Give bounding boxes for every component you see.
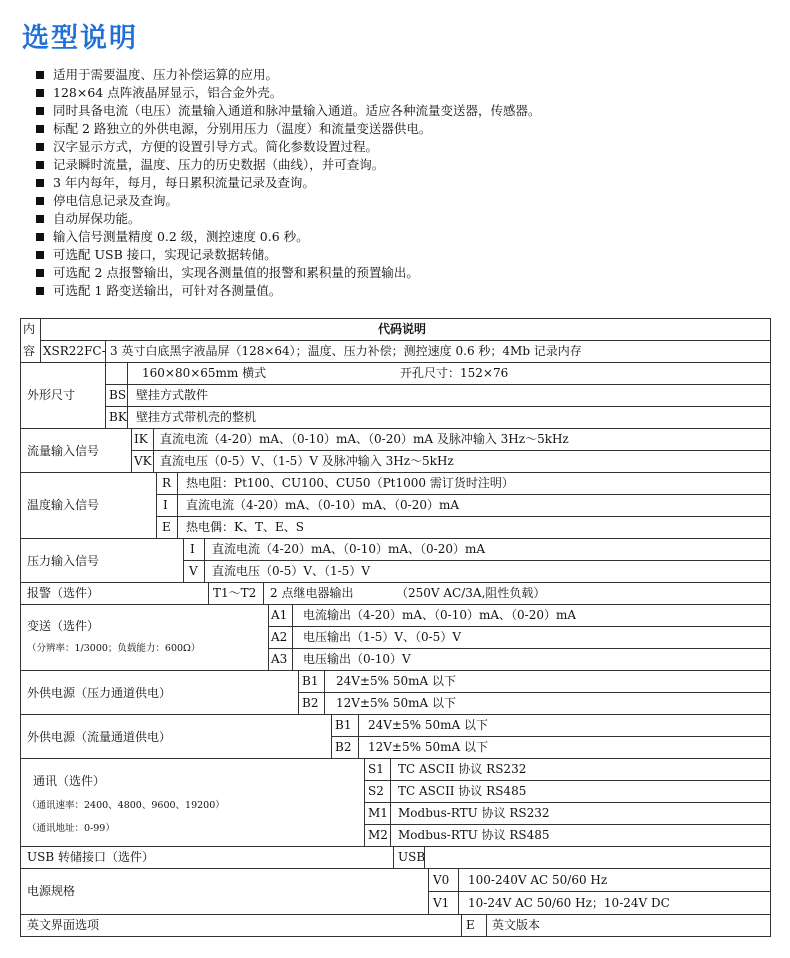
grid-line [486,914,487,936]
table-header: 代码说明 [378,322,427,336]
desc-a1: 电流输出（4-20）mA、（0-10）mA、（0-20）mA [303,608,577,622]
grid-line [331,736,771,737]
alarm-label: 报警（选件） [27,586,100,600]
table-border [20,318,771,319]
desc-english: 英文版本 [492,918,541,932]
code-usb: USB [398,850,426,864]
shape-label: 外形尺寸 [27,388,76,402]
code-pf-b1: B1 [335,718,352,732]
usb-label: USB 转储接口（选件） [27,850,154,864]
grid-line [40,340,771,341]
table-border [770,318,771,937]
grid-line [105,406,771,407]
code-pp-b1: B1 [302,674,319,688]
pressure-label: 压力输入信号 [27,554,100,568]
table-border [20,318,21,937]
grid-line [292,604,293,670]
feature-item: 自动屏保功能。 [36,210,541,228]
feature-item: 输入信号测量精度 0.2 级，测控速度 0.6 秒。 [36,228,541,246]
comm-label: 通讯（选件） [33,774,106,788]
code-ik: IK [134,432,148,446]
feature-item: 汉字显示方式，方便的设置引导方式。简化参数设置过程。 [36,138,541,156]
code-e: E [162,520,171,534]
code-english: E [466,918,475,932]
desc-e: 热电偶：K、T、E、S [186,520,304,534]
grid-line [461,914,462,936]
grid-line [20,538,771,539]
grid-line [268,648,771,649]
desc-press-i: 直流电流（4-20）mA、（0-10）mA、（0-20）mA [212,542,486,556]
grid-line [20,846,771,847]
code-s1: S1 [368,762,384,776]
model-code: XSR22FC- [43,344,106,358]
code-a1: A1 [271,608,288,622]
comm-addr: （通讯地址：0-99） [27,823,115,834]
desc-pp-b2: 12V±5% 50mA 以下 [336,696,456,710]
grid-line [268,626,771,627]
grid-line [105,362,106,428]
page-title: 选型说明 [22,23,138,54]
desc-pp-b1: 24V±5% 50mA 以下 [336,674,456,688]
model-desc: 3 英寸白底黑字液晶屏（128×64）；温度、压力补偿；测控速度 0.6 秒；4Mb 记录内存 [110,344,582,358]
power-flow-label: 外供电源（流量通道供电） [27,730,172,744]
desc-r: 热电阻：Pt100、CU100、CU50（Pt1000 需订货时注明） [186,476,514,490]
grid-line [156,472,157,538]
desc-v1: 10-24V AC 50/60 Hz；10-24V DC [468,896,670,910]
table-border [20,936,771,937]
grid-line [20,604,771,605]
grid-line [428,891,771,892]
alarm-desc: 2 点继电器输出 [270,586,354,600]
grid-line [298,692,771,693]
feature-item: 可选配 2 点报警输出，实现各测量值的报警和累积量的预置输出。 [36,264,541,282]
grid-line [20,428,771,429]
code-vk: VK [134,454,152,468]
desc-ik: 直流电流（4-20）mA、（0-10）mA、（0-20）mA 及脉冲输入 3Hz～5kHz [160,432,569,446]
grid-line [20,714,771,715]
alarm-spec: （250V AC/3A,阻性负载） [396,586,546,600]
desc-bs: 壁挂方式散件 [136,388,209,402]
code-temp-i: I [163,498,168,512]
grid-line [268,604,269,670]
desc-a3: 电压输出（0-10）V [303,652,411,666]
code-pf-b2: B2 [335,740,352,754]
code-m1: M1 [368,806,388,820]
feature-item: 适用于需要温度、压力补偿运算的应用。 [36,66,541,84]
shape-cutout: 开孔尺寸：152×76 [400,366,509,380]
code-r: R [162,476,172,490]
desc-pf-b2: 12V±5% 50mA 以下 [368,740,488,754]
grid-line [183,560,771,561]
code-m2: M2 [368,828,388,842]
grid-line [20,670,771,671]
desc-s1: TC ASCII 协议 RS232 [398,762,527,776]
feature-item: 3 年内每年，每月，每日累积流量记录及查询。 [36,174,541,192]
code-bk: BK [109,410,127,424]
grid-line [364,802,771,803]
code-pp-b2: B2 [302,696,319,710]
feature-item: 同时具备电流（电压）流量输入通道和脉冲量输入通道。适应各种流量变送器，传感器。 [36,102,541,120]
code-bs: BS [109,388,127,402]
feature-item: 标配 2 路独立的外供电源，分别用压力（温度）和流量变送器供电。 [36,120,541,138]
grid-line [20,362,771,363]
grid-line [127,362,128,428]
feature-item: 128×64 点阵液晶屏显示，铝合金外壳。 [36,84,541,102]
grid-line [131,450,771,451]
desc-s2: TC ASCII 协议 RS485 [398,784,527,798]
grid-line [20,472,771,473]
feature-item: 可选配 USB 接口，实现记录数据转储。 [36,246,541,264]
desc-pf-b1: 24V±5% 50mA 以下 [368,718,488,732]
header-left-label: 容 [23,344,36,358]
grid-line [177,472,178,538]
alarm-code: T1～T2 [213,586,257,600]
transmit-sub: （分辨率：1/3000；负载能力：600Ω） [27,643,201,654]
desc-v0: 100-240V AC 50/60 Hz [468,873,608,887]
temp-label: 温度输入信号 [27,498,100,512]
grid-line [364,780,771,781]
desc-m1: Modbus-RTU 协议 RS232 [398,806,550,820]
grid-line [208,582,209,604]
desc-vk: 直流电压（0-5）V、（1-5）V 及脉冲输入 3Hz～5kHz [160,454,454,468]
english-label: 英文界面选项 [27,918,100,932]
grid-line [20,582,771,583]
comm-rate: （通讯速率：2400、4800、9600、19200） [27,800,225,811]
power-supply-label: 电源规格 [27,884,76,898]
code-press-v: V [189,564,198,578]
transmit-label: 变送（选件） [27,619,100,633]
grid-line [105,384,771,385]
desc-m2: Modbus-RTU 协议 RS485 [398,828,550,842]
desc-press-v: 直流电压（0-5）V、（1-5）V [212,564,370,578]
feature-item: 停电信息记录及查询。 [36,192,541,210]
feature-item: 记录瞬时流量，温度、压力的历史数据（曲线），并可查询。 [36,156,541,174]
code-a3: A3 [271,652,288,666]
header-left-label: 内 [23,322,36,336]
feature-item: 可选配 1 路变送输出，可针对各测量值。 [36,282,541,300]
code-v1: V1 [433,896,450,910]
grid-line [20,758,771,759]
desc-bk: 壁挂方式带机壳的整机 [136,410,257,424]
grid-line [20,868,771,869]
code-a2: A2 [271,630,288,644]
desc-temp-i: 直流电流（4-20）mA、（0-10）mA、（0-20）mA [186,498,460,512]
grid-line [156,494,771,495]
flow-label: 流量输入信号 [27,444,100,458]
grid-line [156,516,771,517]
shape-dims: 160×80×65mm 横式 [142,366,267,380]
grid-line [393,846,394,868]
grid-line [20,914,771,915]
code-s2: S2 [368,784,384,798]
code-v0: V0 [433,873,450,887]
power-pressure-label: 外供电源（压力通道供电） [27,686,172,700]
code-press-i: I [190,542,195,556]
grid-line [263,582,264,604]
grid-line [364,824,771,825]
desc-a2: 电压输出（1-5）V、（0-5）V [303,630,461,644]
